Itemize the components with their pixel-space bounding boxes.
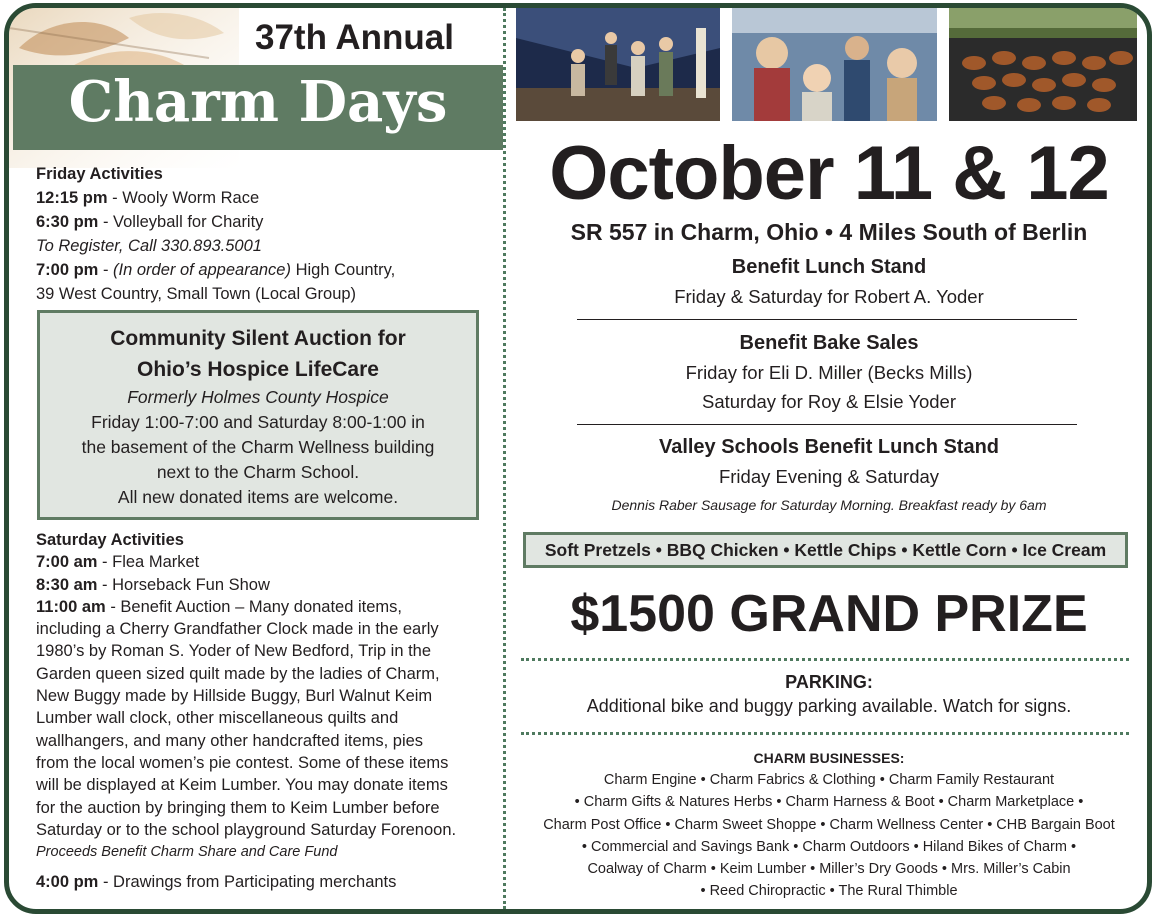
- business-line: • Commercial and Savings Bank • Charm Outdoors • Hiland Bikes of Charm •: [581, 838, 1077, 855]
- auction-title-line2: Ohio’s Hospice LifeCare: [137, 358, 379, 381]
- list-item: 7:00 am - Flea Market: [36, 553, 200, 572]
- benefit-line: Lumber wall clock, other miscellaneous quilts and: [36, 709, 399, 728]
- business-line: • Charm Gifts & Natures Herbs • Charm Harness & Boot • Charm Marketplace •: [574, 794, 1084, 811]
- section-line: Friday Evening & Saturday: [718, 466, 940, 487]
- saturday-heading: Saturday Activities: [36, 531, 184, 549]
- register-note: To Register, Call 330.893.5001: [36, 237, 262, 255]
- parking-section: [514, 670, 1144, 718]
- bluegrass-band-photo-icon: [516, 8, 720, 121]
- business-line: Charm Post Office • Charm Sweet Shoppe • Charm Wellness Center • CHB Bargain Boot: [543, 816, 1115, 833]
- benefit-line: including a Cherry Grandfather Clock made in the early: [36, 620, 439, 639]
- businesses-title: CHARM BUSINESSES:: [753, 750, 905, 766]
- lunch-stand-section: [514, 253, 1144, 311]
- benefit-line: for the auction by bringing them to Keim Lumber before: [36, 798, 440, 817]
- auction-formerly: Formerly Holmes County Hospice: [127, 387, 389, 407]
- list-item: 11:00 am - Benefit Auction – Many donated items,: [36, 597, 402, 616]
- list-item: 4:00 pm - Drawings from Participating merchants: [36, 873, 397, 892]
- auction-line: Friday 1:00-7:00 and Saturday 8:00-1:00 in: [91, 412, 425, 432]
- event-date: October 11 & 12: [549, 131, 1109, 216]
- saturday-activities: [36, 529, 496, 894]
- benefit-line: 1980’s by Roman S. Yoder of New Bedford, Trip in the: [36, 642, 432, 661]
- title-banner: [13, 65, 503, 150]
- page-title: Charm Days: [68, 69, 448, 135]
- benefit-line: New Buggy made by Hillside Buggy, Burl Walnut Keim: [36, 687, 433, 706]
- section-title: Valley Schools Benefit Lunch Stand: [658, 436, 1000, 458]
- annual-label: 37th Annual: [255, 18, 454, 57]
- column-divider: [503, 8, 506, 909]
- list-item: 12:15 pm - Wooly Worm Race: [36, 189, 260, 207]
- business-line: Coalway of Charm • Keim Lumber • Miller’s Dry Goods • Mrs. Miller’s Cabin: [587, 861, 1071, 878]
- grand-prize: $1500 GRAND PRIZE: [570, 585, 1088, 643]
- auction-line: All new donated items are welcome.: [117, 487, 399, 507]
- valley-schools-section: [514, 433, 1144, 520]
- flyer-frame: [4, 3, 1152, 914]
- event-location: SR 557 in Charm, Ohio • 4 Miles South of Berlin: [570, 219, 1088, 245]
- friday-heading: Friday Activities: [36, 165, 163, 183]
- auction-line: the basement of the Charm Wellness building: [81, 437, 435, 457]
- benefit-line: Saturday or to the school playground Saturday Forenoon.: [36, 820, 457, 839]
- proceeds-note: Proceeds Benefit Charm Share and Care Fund: [36, 844, 338, 861]
- children-crowd-photo-icon: [732, 8, 937, 121]
- business-line: • Reed Chiropractic • The Rural Thimble: [700, 883, 958, 900]
- section-title: Benefit Bake Sales: [739, 332, 919, 354]
- list-item: 6:30 pm - Volleyball for Charity: [36, 213, 264, 231]
- benefit-line: wallhangers, and many other handcrafted items, pies: [36, 731, 424, 750]
- section-line: Friday for Eli D. Miller (Becks Mills): [685, 362, 973, 383]
- section-line: Friday & Saturday for Robert A. Yoder: [674, 286, 984, 307]
- business-line: Charm Engine • Charm Fabrics & Clothing • Charm Family Restaurant: [603, 772, 1055, 789]
- silent-auction-box: [37, 310, 479, 520]
- list-item-continued: 39 West Country, Small Town (Local Group): [36, 285, 357, 303]
- section-note: Dennis Raber Sausage for Saturday Morning. Breakfast ready by 6am: [611, 497, 1047, 513]
- list-item: 8:30 am - Horseback Fun Show: [36, 575, 270, 594]
- auction-line: next to the Charm School.: [156, 462, 360, 482]
- auction-title-line1: Community Silent Auction for: [110, 327, 406, 350]
- friday-activities: [36, 162, 496, 306]
- food-list-box: Soft Pretzels • BBQ Chicken • Kettle Chips • Kettle Corn • Ice Cream: [523, 532, 1128, 568]
- dotted-divider: [521, 658, 1129, 661]
- benefit-line: Garden queen sized quilt made by the ladies of Charm,: [36, 664, 440, 683]
- section-title: Benefit Lunch Stand: [731, 256, 927, 278]
- parking-title: PARKING:: [785, 672, 873, 692]
- list-item: 7:00 pm - (In order of appearance) High Country,: [36, 261, 396, 279]
- parking-line: Additional bike and buggy parking available. Watch for signs.: [586, 696, 1072, 716]
- section-line: Saturday for Roy & Elsie Yoder: [701, 391, 956, 412]
- dotted-divider: [521, 732, 1129, 735]
- divider-rule: [577, 319, 1077, 320]
- businesses-section: [514, 747, 1144, 902]
- bake-sales-section: [514, 329, 1144, 416]
- benefit-line: from the local women’s pie contest. Some of these items: [36, 753, 449, 772]
- divider-rule: [577, 424, 1077, 425]
- bbq-chicken-grill-photo-icon: [949, 8, 1137, 121]
- benefit-line: will be displayed at Keim Lumber. You may donate items: [36, 776, 448, 795]
